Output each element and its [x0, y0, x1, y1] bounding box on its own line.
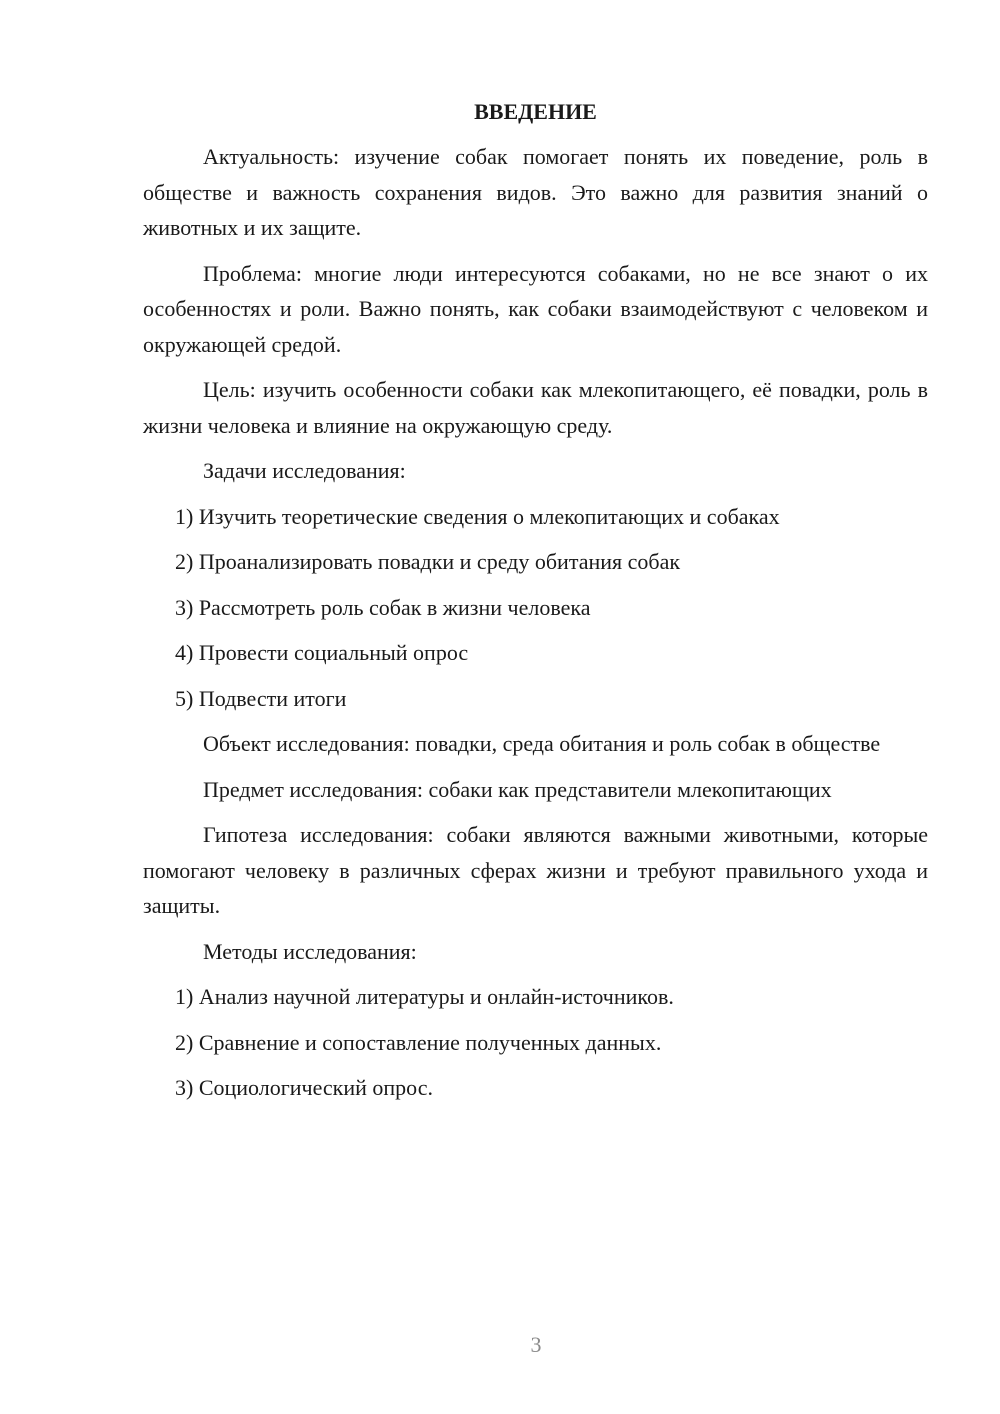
list-item: 2) Проанализировать повадки и среду обитания собак — [175, 549, 681, 574]
page-number: 3 — [530, 1332, 542, 1357]
goal-paragraph: Цель: изучить особенности собаки как млекопитающего, её повадки, роль в жизни человека и влияние на окружающую среду. — [143, 377, 928, 438]
tasks-list — [143, 499, 928, 717]
list-item: 5) Подвести итоги — [175, 685, 347, 711]
list-item: 1) Изучить теоретические сведения о млекопитающих и собаках — [175, 503, 780, 529]
list-item: 3) Рассмотреть роль собак в жизни человека — [175, 594, 591, 620]
methods-heading: Методы исследования: — [203, 938, 417, 964]
list-item: 4) Провести социальный опрос — [175, 640, 469, 665]
subject-paragraph: Предмет исследования: собаки как представители млекопитающих — [203, 776, 832, 802]
list-item: 3) Социологический опрос. — [175, 1075, 433, 1100]
list-item: 1) Анализ научной литературы и онлайн-источников. — [175, 984, 674, 1009]
object-paragraph: Объект исследования: повадки, среда обитания и роль собак в обществе — [203, 731, 881, 756]
page-title: ВВЕДЕНИЕ — [474, 99, 597, 124]
problem-paragraph: Проблема: многие люди интересуются собаками, но не все знают о их особенностях и роли. Важно понять, как собаки взаимодействуют с человеком и окружающей средой. — [143, 260, 928, 357]
document-page — [143, 94, 928, 1116]
hypothesis-paragraph: Гипотеза исследования: собаки являются важными животными, которые помогают человеку в различных сферах жизни и требуют правильного ухода и защиты. — [143, 822, 928, 918]
methods-list — [143, 979, 928, 1106]
list-item: 2) Сравнение и сопоставление полученных данных. — [175, 1029, 662, 1055]
relevance-paragraph: Актуальность: изучение собак помогает понять их поведение, роль в обществе и важность сохранения видов. Это важно для развития знаний о животных и их защите. — [143, 144, 928, 240]
tasks-heading: Задачи исследования: — [203, 458, 406, 483]
